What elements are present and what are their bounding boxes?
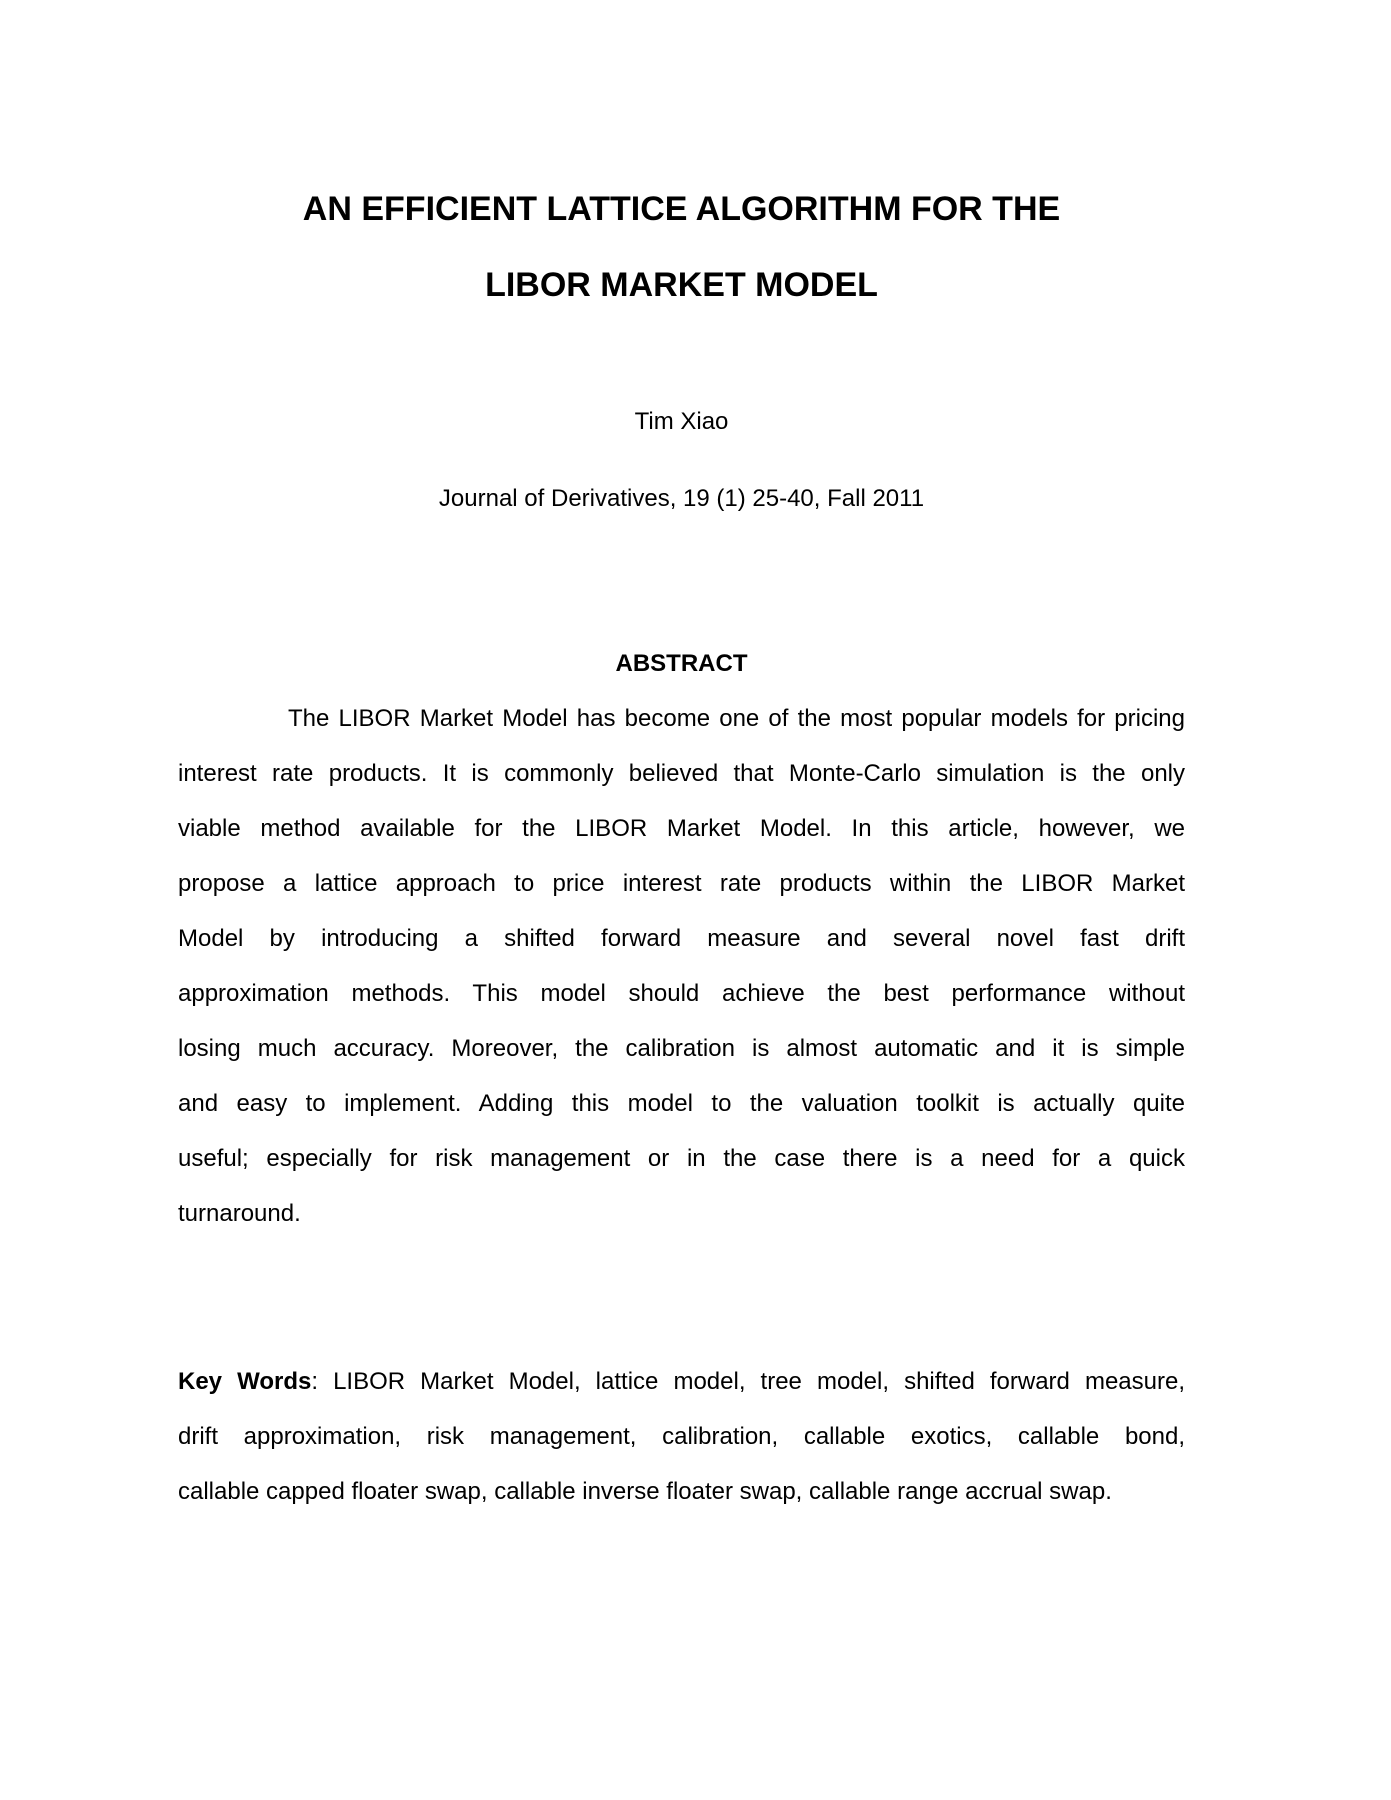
keywords-line: callable capped floater swap, callable inverse floater swap, callable range accrual swap. — [178, 1478, 1112, 1505]
abstract-paragraph — [178, 691, 1185, 1241]
abstract-line: interest rate products. It is commonly believed that Monte-Carlo simulation is the only — [178, 760, 1185, 787]
keywords-label: Key Words — [178, 1368, 312, 1395]
abstract-line: viable method available for the LIBOR Market Model. In this article, however, we — [178, 815, 1185, 842]
abstract-heading: ABSTRACT — [615, 650, 748, 677]
abstract-line: and easy to implement. Adding this model to the valuation toolkit is actually quite — [178, 1090, 1185, 1117]
paper-title-line-2: LIBOR MARKET MODEL — [485, 266, 878, 304]
abstract-line: useful; especially for risk management or in the case there is a need for a quick — [178, 1145, 1185, 1172]
keywords-line: drift approximation, risk management, calibration, callable exotics, callable bond, — [178, 1423, 1185, 1450]
author-name: Tim Xiao — [634, 408, 729, 435]
abstract-line: The LIBOR Market Model has become one of the most popular models for pricing — [288, 705, 1185, 732]
journal-reference: Journal of Derivatives, 19 (1) 25-40, Fall 2011 — [438, 485, 925, 512]
abstract-line: propose a lattice approach to price interest rate products within the LIBOR Market — [178, 870, 1185, 897]
paper-title-line-1: AN EFFICIENT LATTICE ALGORITHM FOR THE — [302, 190, 1061, 228]
abstract-line: approximation methods. This model should achieve the best performance without — [178, 980, 1185, 1007]
paper-content — [178, 0, 1185, 1519]
abstract-line: turnaround. — [178, 1200, 301, 1227]
abstract-line: Model by introducing a shifted forward measure and several novel fast drift — [178, 925, 1185, 952]
keywords-line — [178, 1354, 1185, 1409]
abstract-line: losing much accuracy. Moreover, the calibration is almost automatic and it is simple — [178, 1035, 1185, 1062]
keywords-line1-rest: : LIBOR Market Model, lattice model, tree model, shifted forward measure, — [311, 1368, 1185, 1395]
keywords-paragraph — [178, 1354, 1185, 1519]
